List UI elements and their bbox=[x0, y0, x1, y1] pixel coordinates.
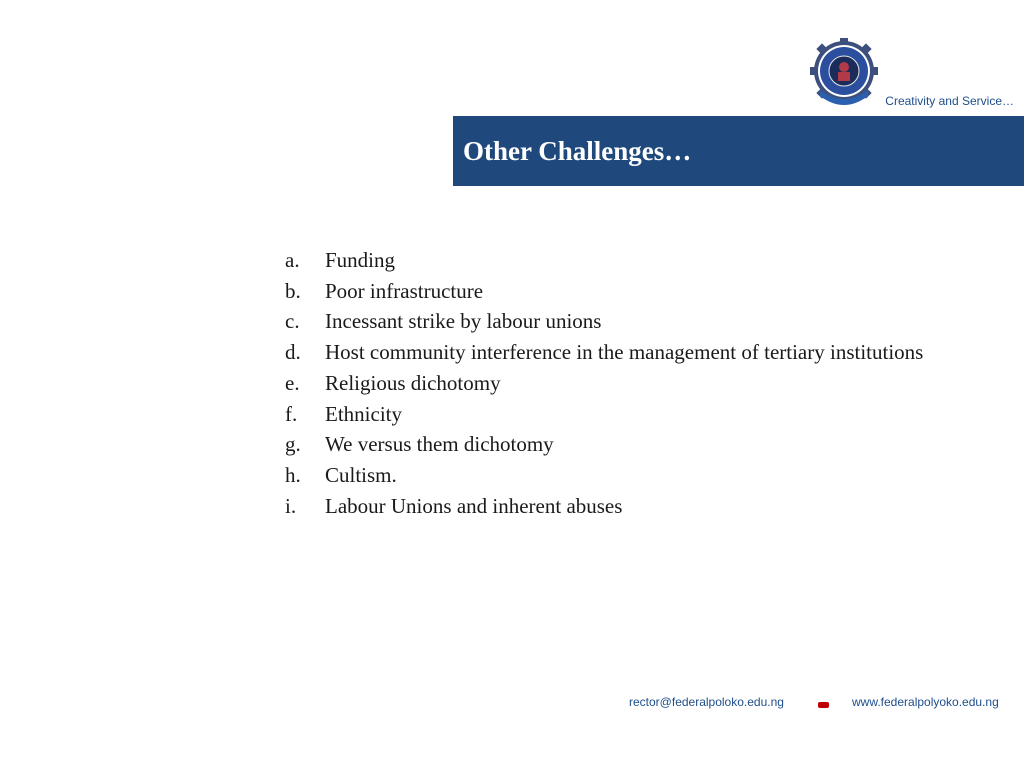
list-item-text: Cultism. bbox=[325, 462, 397, 487]
list-item bbox=[285, 491, 945, 522]
list-marker: d. bbox=[285, 340, 301, 365]
list-item-text: We versus them dichotomy bbox=[325, 432, 554, 457]
list-item-text: Labour Unions and inherent abuses bbox=[325, 493, 623, 518]
footer-separator-dot bbox=[818, 702, 829, 708]
list-item-text: Poor infrastructure bbox=[325, 278, 484, 303]
list-marker: e. bbox=[285, 370, 300, 395]
list-marker: b. bbox=[285, 278, 301, 303]
list-item-text: Incessant strike by labour unions bbox=[325, 309, 602, 334]
crest-icon bbox=[810, 38, 878, 108]
slide-title-bar bbox=[453, 116, 1024, 186]
footer-website-link[interactable]: www.federalpolyoko.edu.ng bbox=[852, 695, 999, 709]
list-item bbox=[285, 245, 945, 276]
slide-title: Other Challenges… bbox=[463, 135, 692, 166]
list-marker: f. bbox=[285, 401, 298, 426]
list-item bbox=[285, 399, 945, 430]
list-item bbox=[285, 460, 945, 491]
list-item bbox=[285, 429, 945, 460]
list-marker: h. bbox=[285, 462, 301, 487]
list-item-text: Funding bbox=[325, 248, 396, 272]
list-item bbox=[285, 368, 945, 399]
list-marker: i. bbox=[285, 493, 297, 518]
list-item-text: Ethnicity bbox=[325, 401, 402, 426]
list-marker: g. bbox=[285, 432, 301, 457]
institution-logo bbox=[810, 38, 878, 108]
list-marker: a. bbox=[285, 248, 300, 272]
list-marker: c. bbox=[285, 309, 300, 334]
list-item bbox=[285, 337, 945, 368]
list-item-text: Host community interference in the management of tertiary institutions bbox=[325, 340, 924, 365]
challenge-list bbox=[285, 245, 945, 521]
list-item-text: Religious dichotomy bbox=[325, 370, 501, 395]
list-item bbox=[285, 306, 945, 337]
footer-email-link[interactable]: rector@federalpoloko.edu.ng bbox=[629, 695, 784, 709]
list-item bbox=[285, 276, 945, 307]
header-tagline: Creativity and Service… bbox=[885, 94, 1014, 108]
